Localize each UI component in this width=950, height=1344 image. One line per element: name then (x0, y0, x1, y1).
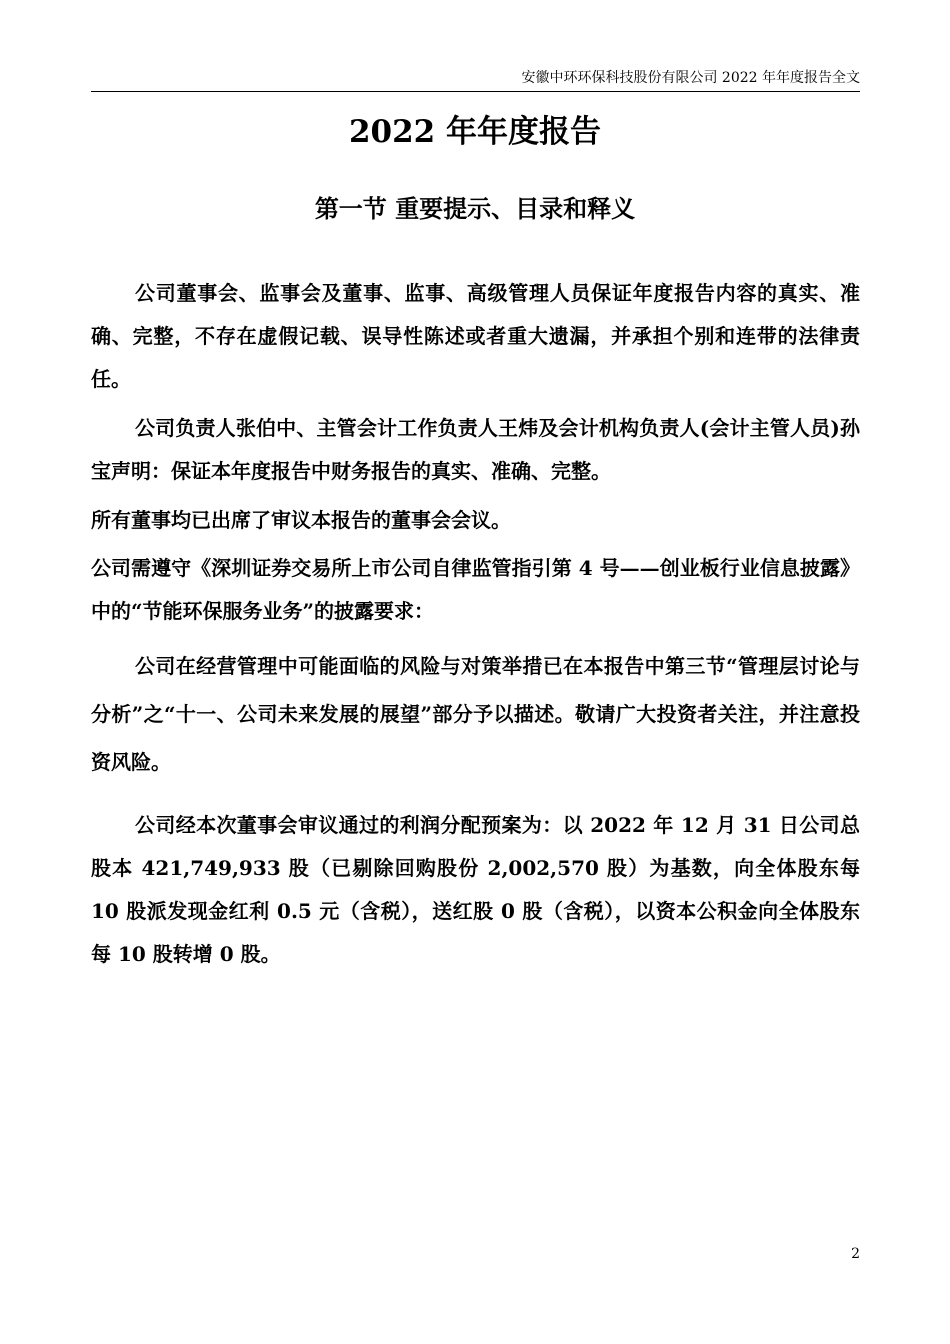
disclosure-requirement-paragraph: 公司需遵守《深圳证券交易所上市公司自律监管指引第 4 号——创业板行业信息披露》中的“节能环保服务业务”的披露要求： (91, 556, 860, 623)
risk-notice-paragraph: 公司在经营管理中可能面临的风险与对策举措已在本报告中第三节“管理层讨论与分析”之“十一、公司未来发展的展望”部分予以描述。敬请广大投资者关注，并注意投资风险。 (91, 654, 860, 774)
dividend-plan-paragraph: 公司经本次董事会审议通过的利润分配预案为：以 2022 年 12 月 31 日公司总股本 421,749,933 股（已剔除回购股份 2,002,570 股）为基数，向全体股东每 10 股派发现金红利 0.5 元（含税），送红股 0 股（含税），以资本公积金向全体股东每 10 股转增 0 股。 (91, 813, 860, 966)
responsible-statement-paragraph: 公司负责人张伯中、主管会计工作负责人王炜及会计机构负责人(会计主管人员)孙宝声明：保证本年度报告中财务报告的真实、准确、完整。 (91, 416, 860, 483)
page-number: 2 (851, 1246, 860, 1262)
board-guarantee-paragraph: 公司董事会、监事会及董事、监事、高级管理人员保证年度报告内容的真实、准确、完整，不存在虚假记载、误导性陈述或者重大遗漏，并承担个别和连带的法律责任。 (91, 281, 860, 391)
document-title: 2022 年年度报告 (348, 114, 602, 150)
section-title: 第一节 重要提示、目录和释义 (314, 194, 636, 223)
attendance-paragraph: 所有董事均已出席了审议本报告的董事会会议。 (91, 508, 511, 532)
running-header: 安徽中环环保科技股份有限公司 2022 年年度报告全文 (91, 68, 860, 92)
